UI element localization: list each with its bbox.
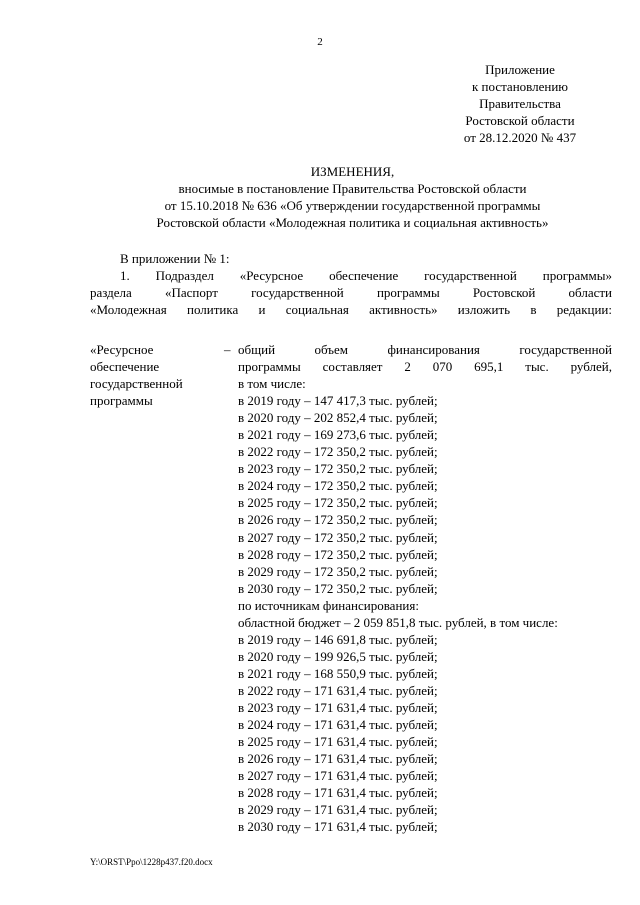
year-amount-line: в 2023 году – 171 631,4 тыс. рублей; [238, 699, 438, 715]
year-amount-line: в 2021 году – 169 273,6 тыс. рублей; [238, 427, 438, 443]
year-amount-line: в 2023 году – 172 350,2 тыс. рублей; [238, 461, 438, 477]
total-line: в том числе: [238, 376, 306, 392]
appendix-line: к постановлению [471, 79, 569, 94]
intro-text [90, 250, 612, 318]
table-dash: – [224, 342, 231, 357]
appendix-line: Правительства [479, 96, 561, 111]
label-line: программы [90, 393, 153, 408]
total-line: общий объем финансирования государственной [238, 342, 612, 357]
heading-line: Ростовской области «Молодежная политика и социальная активность» [156, 215, 549, 230]
year-amount-line: в 2028 году – 171 631,4 тыс. рублей; [238, 785, 438, 801]
year-amount-line: в 2029 году – 171 631,4 тыс. рублей; [238, 802, 438, 818]
year-amount-line: в 2019 году – 146 691,8 тыс. рублей; [238, 631, 438, 647]
appendix-line: Приложение [485, 62, 555, 77]
year-amount-line: в 2028 году – 172 350,2 тыс. рублей; [238, 546, 438, 562]
sources-heading: по источникам финансирования: [238, 597, 419, 613]
year-amount-line: в 2025 году – 171 631,4 тыс. рублей; [238, 734, 438, 750]
year-amount-line: в 2025 году – 172 350,2 тыс. рублей; [238, 495, 438, 511]
year-amount-line: в 2021 году – 168 550,9 тыс. рублей; [238, 665, 438, 681]
year-amount-line: в 2027 году – 172 350,2 тыс. рублей; [238, 529, 438, 545]
table-label-cell [90, 341, 220, 409]
label-line: государственной [90, 376, 183, 391]
year-amount-line: в 2030 году – 172 350,2 тыс. рублей; [238, 580, 438, 596]
year-amount-line: в 2024 году – 171 631,4 тыс. рублей; [238, 717, 438, 733]
label-line: обеспечение [90, 359, 160, 374]
page-number: 2 [317, 36, 323, 48]
year-amount-line: в 2019 году – 147 417,3 тыс. рублей; [238, 393, 438, 409]
total-line: программы составляет 2 070 695,1 тыс. рублей, [238, 359, 612, 375]
year-amount-line: в 2024 году – 172 350,2 тыс. рублей; [238, 478, 438, 494]
year-amount-line: в 2027 году – 171 631,4 тыс. рублей; [238, 768, 438, 784]
heading-line: вносимые в постановление Правительства Ростовской области [178, 181, 527, 196]
year-amount-line: в 2022 году – 172 350,2 тыс. рублей; [238, 444, 438, 460]
intro-paragraph-line: «Молодежная политика и социальная активность» изложить в редакции: [90, 302, 612, 317]
appendix-line: от 28.12.2020 № 437 [463, 130, 577, 145]
intro-paragraph-line: раздела «Паспорт государственной программы Ростовской области [90, 285, 612, 300]
heading-title: ИЗМЕНЕНИЯ, [310, 164, 395, 179]
year-amount-line: в 2030 году – 171 631,4 тыс. рублей; [238, 819, 438, 835]
year-amount-line: в 2022 году – 171 631,4 тыс. рублей; [238, 682, 438, 698]
intro-paragraph-line: 1. Подраздел «Ресурсное обеспечение государственной программы» [120, 268, 612, 283]
years-total-list [238, 392, 612, 597]
heading-line: от 15.10.2018 № 636 «Об утверждении государственной программы [164, 198, 541, 213]
appendix-block [440, 61, 600, 146]
label-line: «Ресурсное [90, 342, 154, 357]
table-value-cell [238, 341, 612, 835]
file-path-footer: Y:\ORST\Ppo\1228p437.f20.docx [90, 857, 213, 867]
year-amount-line: в 2026 году – 172 350,2 тыс. рублей; [238, 512, 438, 528]
appendix-line: Ростовской области [465, 113, 575, 128]
years-regional-list [238, 631, 612, 836]
document-heading [90, 163, 615, 231]
year-amount-line: в 2026 году – 171 631,4 тыс. рублей; [238, 751, 438, 767]
year-amount-line: в 2029 году – 172 350,2 тыс. рублей; [238, 563, 438, 579]
regional-budget-line: областной бюджет – 2 059 851,8 тыс. рублей, в том числе: [238, 614, 558, 630]
year-amount-line: в 2020 году – 199 926,5 тыс. рублей; [238, 648, 438, 664]
intro-line: В приложении № 1: [120, 251, 230, 266]
year-amount-line: в 2020 году – 202 852,4 тыс. рублей; [238, 410, 438, 426]
